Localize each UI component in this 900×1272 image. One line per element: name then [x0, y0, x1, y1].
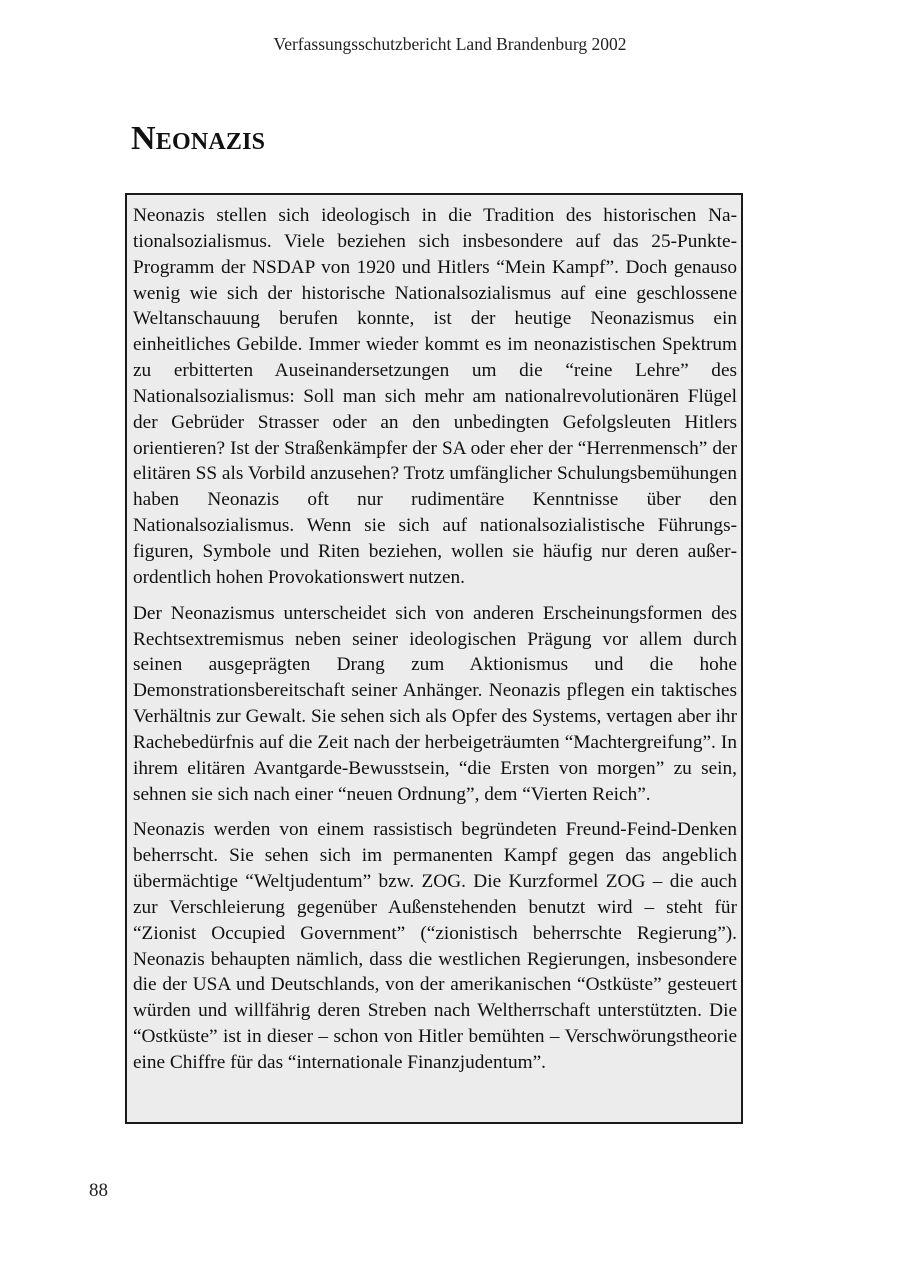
section-title: Neonazis: [131, 120, 266, 157]
page-number: 88: [89, 1180, 108, 1201]
box-paragraph-1: Neonazis stellen sich ideologisch in die Tradition des historischen Nationalsozialismus. Viele beziehen sich insbesondere auf das 25-Punkte-Programm der NSDAP von 1920 und Hitlers “Mein Kampf”. Doch genauso wenig wie sich der historische Nationalsozialismus auf eine geschlossene Weltanschauung berufen konnte, ist der heutige Neonazismus ein einheitliches Gebilde. Immer wieder kommt es im neonazistischen Spektrum zu erbitterten Auseinandersetzungen um die “reine Lehre” des Nationalsozialismus: Soll man sich mehr am nationalrevolutionären Flügel der Gebrüder Strasser oder an den unbedingten Gefolgsleuten Hitlers orientieren? Ist der Straßenkämpfer der SA oder eher der “Herrenmensch” der elitären SS als Vorbild anzusehen? Trotz umfänglicher Schulungsbemühungen haben Neonazis oft nur rudimentäre Kenntnisse über den Nationalsozialismus. Wenn sie sich auf nationalsozialistische Führungsfiguren, Symbole und Riten beziehen, wollen sie häufig nur deren außerordentlich hohen Provokationswert nutzen.: [133, 205, 737, 588]
box-paragraph-3: Neonazis werden von einem rassistisch begründeten Freund-Feind-Denken beherrscht. Sie sehen sich im permanenten Kampf gegen das angeblich übermächtige “Weltjudentum” bzw. ZOG. Die Kurzformel ZOG – die auch zur Verschleierung gegenüber Außenstehenden benutzt wird – steht für “Zionist Occupied Government” (“zionistisch beherrschte Regierung”). Neonazis behaupten nämlich, dass die westlichen Regierungen, insbesondere die der USA und Deutschlands, von der amerikanischen “Ostküste” gesteuert würden und willfährig deren Streben nach Weltherrschaft unterstützten. Die “Ostküste” ist in dieser – schon von Hitler bemühten – Verschwörungstheorie eine Chiffre für das “internationale Finanzjudentum”.: [133, 819, 737, 1073]
info-box: [125, 193, 743, 1124]
running-header: Verfassungsschutzbericht Land Brandenburg 2002: [273, 34, 627, 54]
box-paragraph-2: Der Neonazismus unterscheidet sich von anderen Erscheinungsformen des Rechtsextremismus neben seiner ideologischen Prägung vor allem durch seinen ausgeprägten Drang zum Aktionismus und die hohe Demonstrationsbereitschaft seiner Anhänger. Neonazis pflegen ein taktisches Verhältnis zur Gewalt. Sie sehen sich als Opfer des Systems, vertagen aber ihr Rachebedürfnis auf die Zeit nach der herbeigeträumten “Machtergreifung”. In ihrem elitären Avantgarde-Bewusstsein, “die Ersten von morgen” zu sein, sehnen sie sich nach einer “neuen Ordnung”, dem “Vierten Reich”.: [133, 602, 737, 805]
